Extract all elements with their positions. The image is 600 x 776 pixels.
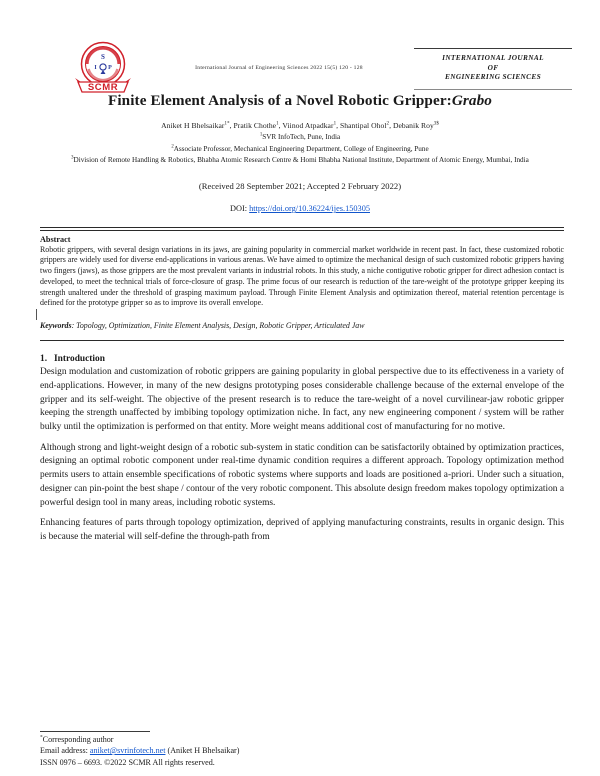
doi-link[interactable]: https://doi.org/10.36224/ijes.150305 <box>249 204 370 214</box>
title-colon: : <box>446 92 452 109</box>
journal-name-line-3: ENGINEERING SCIENCES <box>444 72 541 82</box>
page-masthead <box>0 0 600 93</box>
journal-name-line-2: OF <box>487 62 499 72</box>
abstract-block <box>40 227 564 341</box>
section-title: Introduction <box>54 354 105 365</box>
introduction-section <box>40 354 564 545</box>
svg-text:S: S <box>101 53 105 61</box>
intro-paragraph-1: Design modulation and customization of robotic grippers are gaining popularity in global perspective due to its effectiveness in a variety of end-applications. However, in many of the new designs prototyping poses considerable challenge because of the external envelope of the gripper and its self-weight. The objective of the present research is to reduce the tare-weight of a novel curvilinear-jaw robotic gripper keeping the strength unaffected by imbibing topology optimization niche. In fact, any new engineering component / system will be rather bulky until the optimization is performed on that entity. More weight means additional cost of manufacturing for no motive. <box>40 367 564 433</box>
keywords-line <box>40 321 564 330</box>
page-footer <box>40 731 564 768</box>
email-link[interactable]: aniket@svrinfotech.net <box>89 746 166 756</box>
doi-label: DOI: <box>230 204 248 214</box>
author-list: Aniket H Bhelsaikar$^{1*}$, Pratik Chothe$^1$, Viinod Atpadkar$^1$, Shantipal Ohol$^2$, Debanik Roy$^{3\$}$ <box>161 121 439 131</box>
introduction-heading <box>40 354 564 364</box>
title-italic-part: Grabo <box>451 92 493 109</box>
affiliation-2: $^2$Associate Professor, Mechanical Engineering Department, College of Engineering, Pune <box>171 144 429 153</box>
svg-text:P: P <box>108 65 112 71</box>
footer-rule <box>40 731 150 732</box>
doi-line <box>0 204 600 213</box>
intro-paragraph-3: Enhancing features of parts through topology optimization, deprived of applying manufacturing constraints, results in organic design. This is because the material will self-define the through-path from <box>40 518 564 543</box>
abstract-text: Robotic grippers, with several design variations in its jaws, are gaining popularity in commercial market worldwide in recent past. In fact, these customized robotic grippers are widely used for diverse end-applications in various arenas. We have aimed to optimize the mechanical design of such customized robotic grippers having two fingers (jaws), as those grippers are the most prevalent variants in industrial robots. In this study, a niche contigutive robotic gripper for direct adhesion contact is developed, to meet the technical trials of force-closure of grasp. The prime focus of our research is reduction of the tare-weight of the prototype gripper keeping its strength unaltered under the threshold of grasping maximum payload. Through Finite Element Analysis and optimization thereof, material retention percentage is defined for the prototype gripper so as to improve its overall envelope. <box>40 244 564 308</box>
issn-copyright-line: ISSN 0976 – 6693. ©2022 SCMR All rights reserved. <box>40 757 215 767</box>
section-number: 1. <box>40 354 48 365</box>
abstract-left-edge-mark <box>36 309 37 320</box>
abstract-inner <box>40 230 564 331</box>
journal-name-line-1: INTERNATIONAL JOURNAL <box>442 53 544 63</box>
affiliation-3: $^3$Division of Remote Handling & Robotics, Bhabha Atomic Research Centre & Homi Bhabha National Institute, Department of Atomic Energy, Mumbai, India <box>71 155 529 164</box>
abstract-heading: Abstract <box>40 234 71 244</box>
corresponding-author-note: *Corresponding author <box>40 733 114 744</box>
scmr-logo-text: SCMR <box>87 82 119 93</box>
email-person: (Aniket H Bhelsaikar) <box>167 746 240 756</box>
svg-text:I: I <box>94 65 97 71</box>
keywords-value: : Topology, Optimization, Finite Element Analysis, Design, Robotic Gripper, Articulated Jaw <box>71 321 365 331</box>
received-accepted-dates: (Received 28 September 2021; Accepted 2 February 2022) <box>198 181 402 192</box>
journal-title-box <box>414 48 572 89</box>
title-main: Finite Element Analysis of a Novel Robotic Gripper <box>107 92 447 109</box>
scmr-logo-icon <box>74 40 132 96</box>
keywords-label: Keywords <box>40 321 72 331</box>
email-line <box>40 745 564 756</box>
publisher-logo <box>72 40 134 96</box>
affiliation-1: $^1$SVR InfoTech, Pune, India <box>259 133 341 142</box>
running-head: International Journal of Engineering Sciences 2022 15(5) 120 - 128 <box>195 65 363 71</box>
intro-paragraph-2: Although strong and light-weight design of a robotic sub-system in static condition can be satisfactorily obtained by optimization practices, designing an optimal robotic component under real-time dynamic condition requires a different approach. Topology optimization method permits users to attain ensemble specifications of robotic systems where supports and loads are positioned a-priori. Under such a situation, designer can pin-point the best shape / contour of the very robotic component. This absolute design freedom makes topology optimization a powerful design tool in many areas, including robotic systems. <box>40 442 564 508</box>
abstract-bottom-rule <box>40 340 564 341</box>
email-label: Email address: <box>40 746 88 756</box>
